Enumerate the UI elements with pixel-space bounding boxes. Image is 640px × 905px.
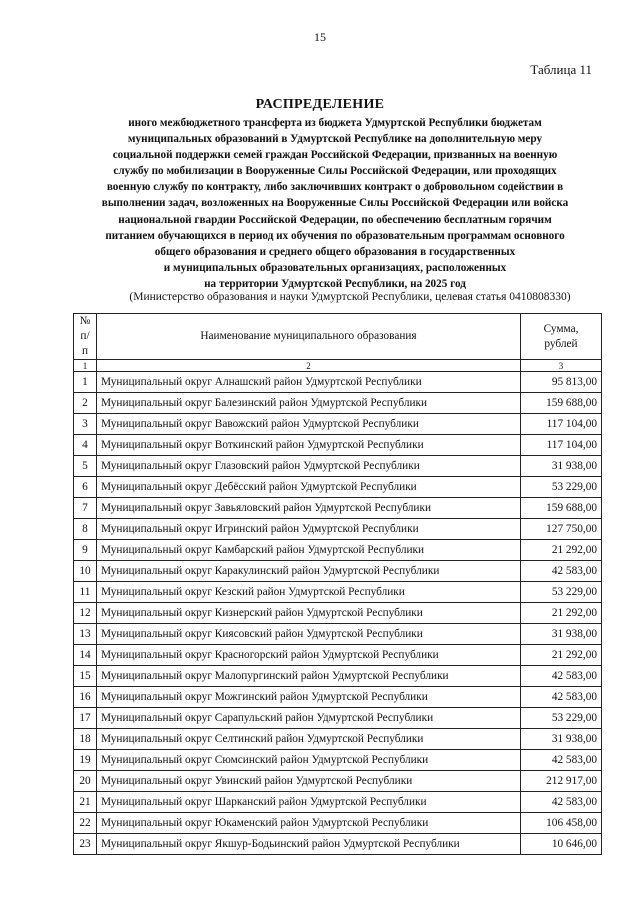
row-number: 14	[74, 645, 97, 666]
row-sum: 53 229,00	[521, 708, 602, 729]
row-number: 20	[74, 771, 97, 792]
row-name: Муниципальный округ Красногорский район Удмуртской Республики	[97, 645, 521, 666]
header-number	[74, 314, 97, 360]
subtitle-line: и муниципальных образовательных организациях, расположенных	[163, 261, 507, 274]
table-row	[74, 687, 602, 708]
row-number: 21	[74, 792, 97, 813]
row-sum: 21 292,00	[521, 645, 602, 666]
header-sum-line2: рублей	[544, 337, 578, 350]
row-name: Муниципальный округ Завьяловский район Удмуртской Республики	[97, 498, 521, 519]
table-row	[74, 582, 602, 603]
table-row	[74, 834, 602, 855]
table-row	[74, 477, 602, 498]
subtitle-line: питанием обучающихся в период их обучения по образовательным программам основного	[105, 229, 565, 242]
row-number: 7	[74, 498, 97, 519]
row-number: 15	[74, 666, 97, 687]
table-row	[74, 498, 602, 519]
row-number: 4	[74, 435, 97, 456]
table-row	[74, 750, 602, 771]
row-name: Муниципальный округ Вавожский район Удмуртской Республики	[97, 414, 521, 435]
row-number: 12	[74, 603, 97, 624]
document-note: (Министерство образования и науки Удмуртской Республики, целевая статья 0410808330)	[129, 291, 571, 303]
subtitle-line: иного межбюджетного трансферта из бюджета Удмуртской Республики бюджетам	[128, 117, 542, 129]
row-number: 22	[74, 813, 97, 834]
table-label: Таблица 11	[530, 62, 592, 77]
row-number: 1	[74, 372, 97, 393]
row-sum: 42 583,00	[521, 792, 602, 813]
document-subtitle	[80, 115, 590, 292]
table-row	[74, 519, 602, 540]
row-name: Муниципальный округ Сюмсинский район Удмуртской Республики	[97, 750, 521, 771]
row-number: 8	[74, 519, 97, 540]
row-name: Муниципальный округ Юкаменский район Удмуртской Республики	[97, 813, 521, 834]
row-number: 2	[74, 393, 97, 414]
row-sum: 10 646,00	[521, 834, 602, 855]
table-row	[74, 645, 602, 666]
row-number: 16	[74, 687, 97, 708]
header-number-line1: №	[79, 315, 91, 327]
table-row	[74, 456, 602, 477]
subtitle-line: на территории Удмуртской Республики, на 2025 год	[204, 277, 466, 290]
header-number-line2: п/п	[80, 330, 90, 357]
row-name: Муниципальный округ Шарканский район Удмуртской Республики	[97, 792, 521, 813]
table-row	[74, 393, 602, 414]
row-sum: 42 583,00	[521, 666, 602, 687]
row-number: 9	[74, 540, 97, 561]
row-number: 3	[74, 414, 97, 435]
column-index-row	[74, 360, 602, 372]
table-row	[74, 624, 602, 645]
subtitle-line: социальной поддержки семей граждан Российской Федерации, призванных на военную	[112, 149, 558, 162]
subtitle-line: службу по мобилизации в Вооруженные Силы Российской Федерации, или проходящих	[113, 165, 557, 178]
row-name: Муниципальный округ Каракулинский район Удмуртской Республики	[97, 561, 521, 582]
table-header-row	[74, 314, 602, 360]
subtitle-line: муниципальных образований в Удмуртской Республике на дополнительную меру	[127, 133, 543, 146]
row-name: Муниципальный округ Увинский район Удмуртской Республики	[97, 771, 521, 792]
table-row	[74, 540, 602, 561]
page-number: 15	[314, 30, 326, 44]
subtitle-line: национальной гвардии Российской Федерации, по обеспечению бесплатным горячим	[118, 213, 552, 226]
row-number: 23	[74, 834, 97, 855]
row-sum: 159 688,00	[521, 498, 602, 519]
row-number: 13	[74, 624, 97, 645]
row-name: Муниципальный округ Воткинский район Удмуртской Республики	[97, 435, 521, 456]
subtitle-line: общего образования и среднего общего образования в государственных	[154, 245, 516, 258]
header-name: Наименование муниципального образования	[97, 314, 521, 360]
row-sum: 106 458,00	[521, 813, 602, 834]
row-sum: 21 292,00	[521, 603, 602, 624]
row-name: Муниципальный округ Игринский район Удмуртской Республики	[97, 519, 521, 540]
distribution-table	[73, 313, 602, 855]
row-name: Муниципальный округ Глазовский район Удмуртской Республики	[97, 456, 521, 477]
row-name: Муниципальный округ Камбарский район Удмуртской Республики	[97, 540, 521, 561]
row-sum: 95 813,00	[521, 372, 602, 393]
table-row	[74, 435, 602, 456]
row-name: Муниципальный округ Кезский район Удмуртской Республики	[97, 582, 521, 603]
column-index-1: 1	[74, 360, 97, 372]
row-name: Муниципальный округ Киясовский район Удмуртской Республики	[97, 624, 521, 645]
row-sum: 159 688,00	[521, 393, 602, 414]
document-title: РАСПРЕДЕЛЕНИЕ	[255, 97, 385, 112]
row-name: Муниципальный округ Можгинский район Удмуртской Республики	[97, 687, 521, 708]
table-row	[74, 771, 602, 792]
row-number: 17	[74, 708, 97, 729]
row-sum: 21 292,00	[521, 540, 602, 561]
row-name: Муниципальный округ Дебёсский район Удмуртской Республики	[97, 477, 521, 498]
row-sum: 212 917,00	[521, 771, 602, 792]
row-number: 11	[74, 582, 97, 603]
row-name: Муниципальный округ Балезинский район Удмуртской Республики	[97, 393, 521, 414]
row-name: Муниципальный округ Якшур-Бодьинский район Удмуртской Республики	[97, 834, 521, 855]
row-sum: 117 104,00	[521, 414, 602, 435]
table-row	[74, 414, 602, 435]
table-row	[74, 813, 602, 834]
table-row	[74, 372, 602, 393]
row-number: 19	[74, 750, 97, 771]
subtitle-line: военную службу по контракту, либо заключивших контракт о добровольном содействии в	[106, 181, 564, 194]
header-sum	[521, 314, 602, 360]
row-name: Муниципальный округ Селтинский район Удмуртской Республики	[97, 729, 521, 750]
row-sum: 53 229,00	[521, 477, 602, 498]
row-name: Муниципальный округ Сарапульский район Удмуртской Республики	[97, 708, 521, 729]
table-row	[74, 666, 602, 687]
table-row	[74, 708, 602, 729]
row-sum: 31 938,00	[521, 729, 602, 750]
row-number: 18	[74, 729, 97, 750]
row-sum: 127 750,00	[521, 519, 602, 540]
row-sum: 42 583,00	[521, 561, 602, 582]
table-row	[74, 792, 602, 813]
row-sum: 117 104,00	[521, 435, 602, 456]
row-sum: 31 938,00	[521, 456, 602, 477]
header-sum-line1: Сумма,	[543, 322, 579, 335]
row-number: 10	[74, 561, 97, 582]
table-row	[74, 603, 602, 624]
row-sum: 42 583,00	[521, 687, 602, 708]
table-row	[74, 729, 602, 750]
row-sum: 31 938,00	[521, 624, 602, 645]
row-number: 6	[74, 477, 97, 498]
subtitle-line: выполнении задач, возложенных на Вооруженные Силы Российской Федерации или войска	[101, 197, 569, 210]
table-row	[74, 561, 602, 582]
row-sum: 53 229,00	[521, 582, 602, 603]
row-name: Муниципальный округ Кизнерский район Удмуртской Республики	[97, 603, 521, 624]
row-name: Муниципальный округ Малопургинский район Удмуртской Республики	[97, 666, 521, 687]
row-number: 5	[74, 456, 97, 477]
column-index-2: 2	[97, 360, 521, 372]
row-sum: 42 583,00	[521, 750, 602, 771]
column-index-3: 3	[521, 360, 602, 372]
row-name: Муниципальный округ Алнашский район Удмуртской Республики	[97, 372, 521, 393]
